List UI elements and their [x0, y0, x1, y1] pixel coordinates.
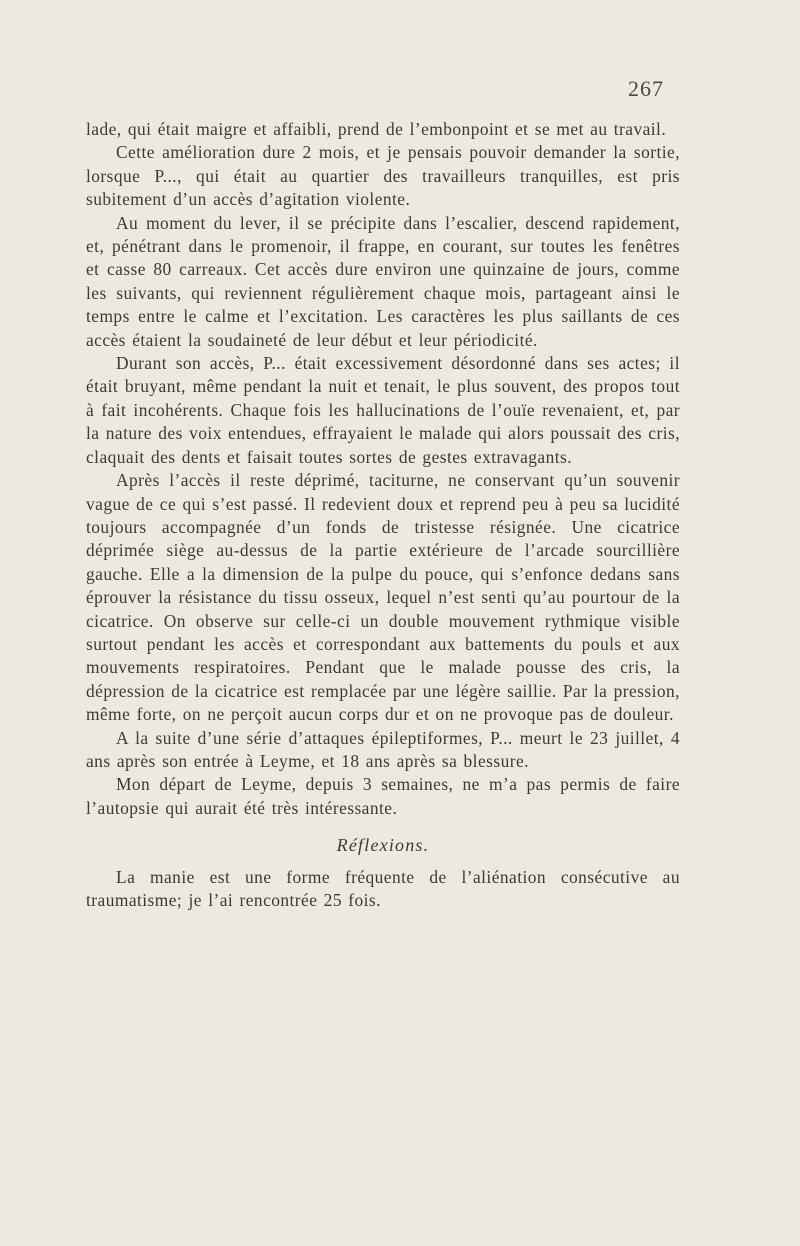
- paragraph-7: Mon départ de Leyme, depuis 3 semaines, ne m’a pas permis de faire l’autopsie qui aurait été très intéressante.: [86, 774, 680, 818]
- paragraph-4: Durant son accès, P... était excessivement désordonné dans ses actes; il était bruyant, même pendant la nuit et tenait, le plus souvent, des propos tout à fait incohérents. Chaque fois les hallucinations de l’ouïe revenaient, et, par la nature des voix entendues, effrayaient le malade qui alors poussait des cris, claquait des dents et faisait toutes sortes de gestes extravagants.: [86, 353, 680, 467]
- paragraph-6: A la suite d’une série d’attaques épileptiformes, P... meurt le 23 juillet, 4 ans après son entrée à Leyme, et 18 ans après sa blessure.: [86, 727, 680, 771]
- closing-paragraph: La manie est une forme fréquente de l’aliénation consécutive au traumatisme; je l’ai rencontrée 25 fois.: [86, 866, 680, 910]
- section-title: Réflexions.: [336, 835, 430, 856]
- paragraph-3: Au moment du lever, il se précipite dans l’escalier, descend rapidement, et, pénétrant dans le promenoir, il frappe, en courant, sur toutes les fenêtres et casse 80 carreaux. Cet accès dure environ une quinzaine de jours, comme les suivants, qui reviennent régulièrement chaque mois, partageant ainsi le temps entre le calme et l’excitation. Les caractères les plus saillants de ces accès étaient la soudaineté de leur début et leur périodicité.: [86, 212, 680, 350]
- paragraph-2: Cette amélioration dure 2 mois, et je pensais pouvoir demander la sortie, lorsque P..., qui était au quartier des travailleurs tranquilles, est pris subitement d’un accès d’agitation violente.: [86, 142, 680, 210]
- page-body: [86, 118, 680, 912]
- page-number: 267: [628, 76, 664, 101]
- paragraph-1: lade, qui était maigre et affaibli, prend de l’embonpoint et se met au travail.: [86, 119, 667, 139]
- paragraph-5: Après l’accès il reste déprimé, taciturne, ne conservant qu’un souvenir vague de ce qui s’est passé. Il redevient doux et reprend peu à peu sa lucidité toujours accompagnée d’un fonds de tristesse résignée. Une cicatrice déprimée siège au-dessus de la partie extérieure de l’arcade sourcillière gauche. Elle a la dimension de la pulpe du pouce, qui s’enfonce dedans sans éprouver la résistance du tissu osseux, lequel n’est senti qu’au pourtour de la cicatrice. On observe sur celle-ci un double mouvement rythmique visible surtout pendant les accès et correspondant aux battements du pouls et aux mouvements respiratoires. Pendant que le malade pousse des cris, la dépression de la cicatrice est remplacée par une légère saillie. Par la pression, même forte, on ne perçoit aucun corps dur et on ne provoque pas de douleur.: [86, 470, 680, 725]
